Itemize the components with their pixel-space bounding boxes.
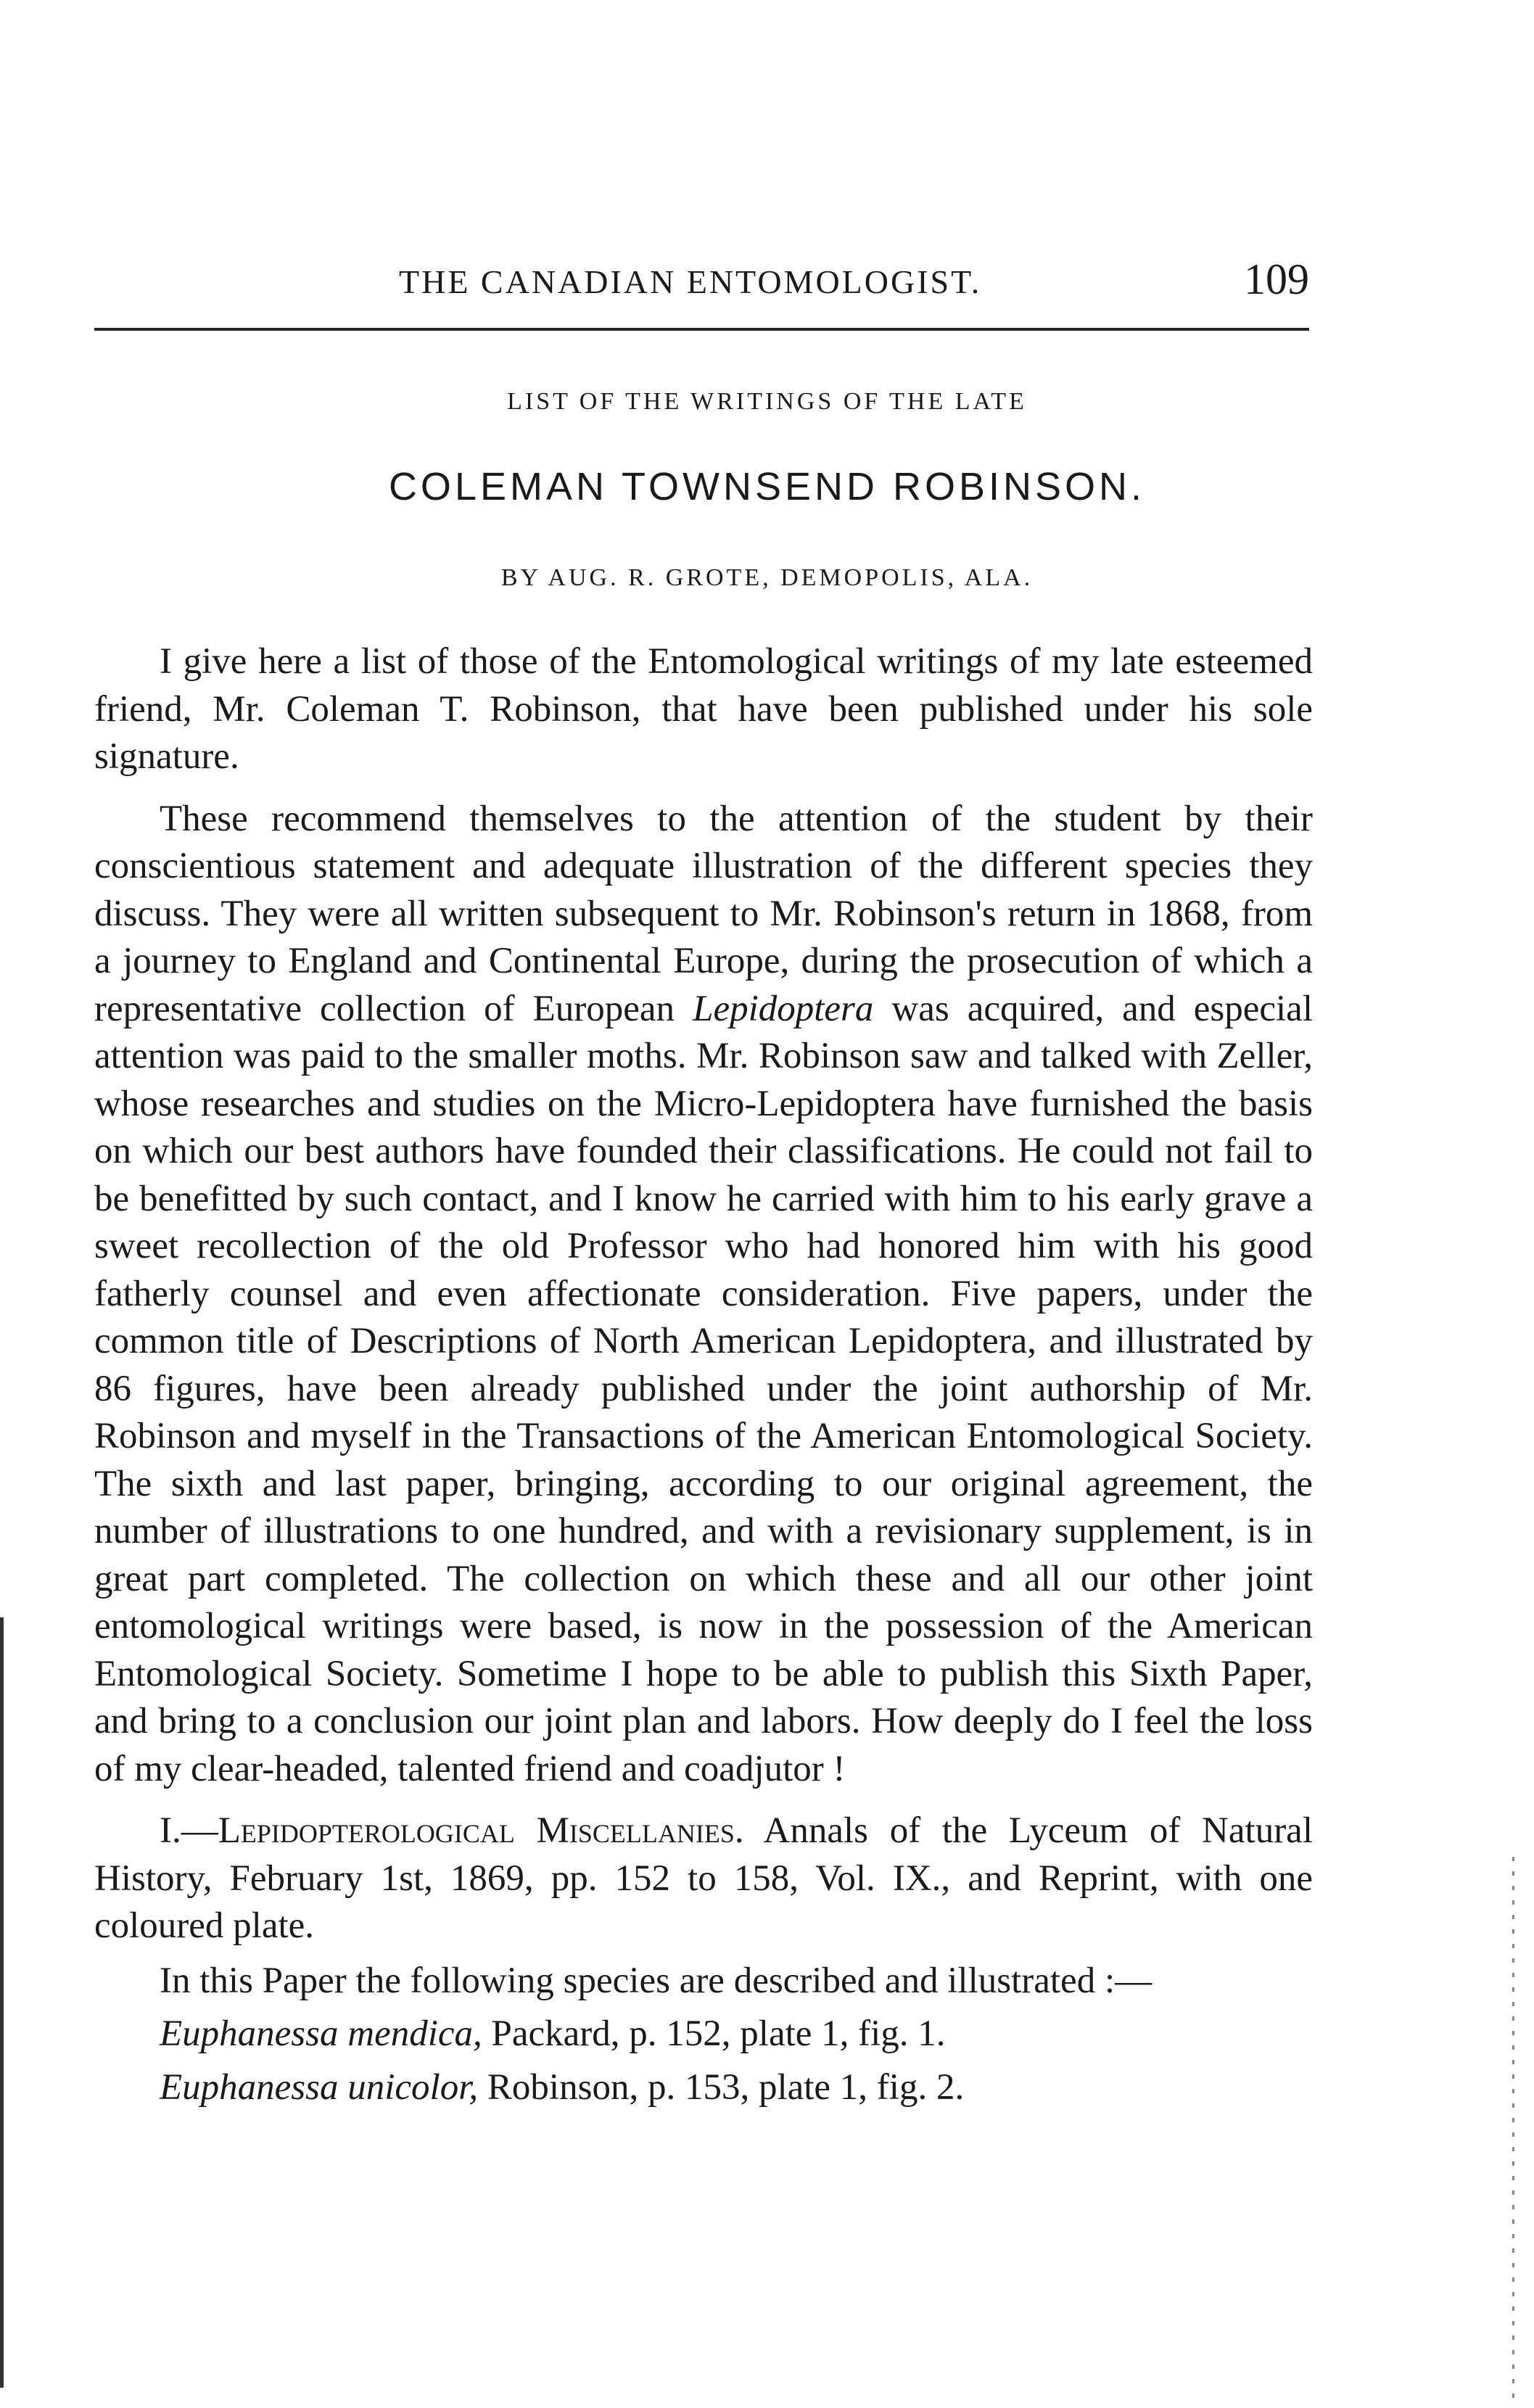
journal-title: THE CANADIAN ENTOMOLOGIST. bbox=[399, 263, 982, 300]
entry-1-citation: Annals of the Lyceum of Natural History, February 1st, 1869, pp. 152 to 158, Vol. IX., and Reprint, with one coloured plate. bbox=[94, 1810, 1313, 1946]
article-pre-title: LIST OF THE WRITINGS OF THE LATE bbox=[507, 388, 1027, 415]
species-name: Euphanessa unicolor, bbox=[160, 2066, 479, 2108]
main-paragraph-text-2: was acquired, and especial attention was paid to the smaller moths. Mr. Robinson saw and talked with Zeller, whose researches and studies on the Micro-Lepidoptera have furnished the basis on which our best authors have founded their classifications. He could not fail to be benefitted by such contact, and I know he carried with him to his early grave a sweet recollection of the old Professor who had honored him with his good fatherly counsel and even affectionate consideration. Five papers, under the common title of Descriptions of North American Lepidoptera, and illustrated by 86 figures, have been already published under the joint authorship of Mr. Robinson and myself in the Transactions of the American Entomological Society. The sixth and last paper, bringing, according to our original agreement, the number of illustrations to one hundred, and with a revisionary supplement, is in great part completed. The collection on which these and all our other joint entomological writings were based, is now in the possession of the American Entomological Society. Sometime I hope to be able to publish this Sixth Paper, and bring to a conclusion our joint plan and labors. How deeply do I feel the loss of my clear-headed, talented friend and coadjutor ! bbox=[94, 988, 1313, 1789]
main-paragraph bbox=[94, 796, 1313, 1794]
main-paragraph-italic: Lepidoptera bbox=[693, 988, 874, 1029]
species-citation: Packard, p. 152, plate 1, fig. 1. bbox=[482, 2013, 946, 2054]
entry-1-number: I.— bbox=[160, 1810, 218, 1851]
scan-edge-left bbox=[0, 1617, 4, 2388]
species-item bbox=[94, 2011, 1313, 2058]
main-paragraph-text-1: These recommend themselves to the attention of the student by their conscientious statement and adequate illustration of the different species they discuss. They were all written subsequent to Mr. Robinson's return in 1868, from a journey to England and Continental Europe, during the prosecution of which a representative collection of European bbox=[94, 798, 1313, 1029]
species-citation: Robinson, p. 153, plate 1, fig. 2. bbox=[478, 2066, 965, 2108]
article-body bbox=[94, 638, 1313, 2111]
header-rule bbox=[94, 328, 1309, 331]
page-number: 109 bbox=[1244, 255, 1309, 303]
entry-1 bbox=[94, 1807, 1313, 1950]
entry-1-title: Lepidopterological Miscellanies. bbox=[218, 1810, 744, 1851]
article-byline: BY AUG. R. GROTE, DEMOPOLIS, ALA. bbox=[500, 564, 1034, 591]
article-title: COLEMAN TOWNSEND ROBINSON. bbox=[388, 465, 1146, 508]
species-item bbox=[94, 2064, 1313, 2112]
running-head bbox=[94, 243, 1309, 301]
scan-edge-right bbox=[1512, 1857, 1514, 2408]
entry-1-lead: In this Paper the following species are described and illustrated :— bbox=[160, 1960, 1152, 2001]
intro-paragraph: I give here a list of those of the Entomological writings of my late esteemed friend, Mr. Coleman T. Robinson, that have been published under his sole signature. bbox=[94, 641, 1313, 777]
species-name: Euphanessa mendica, bbox=[160, 2013, 482, 2054]
